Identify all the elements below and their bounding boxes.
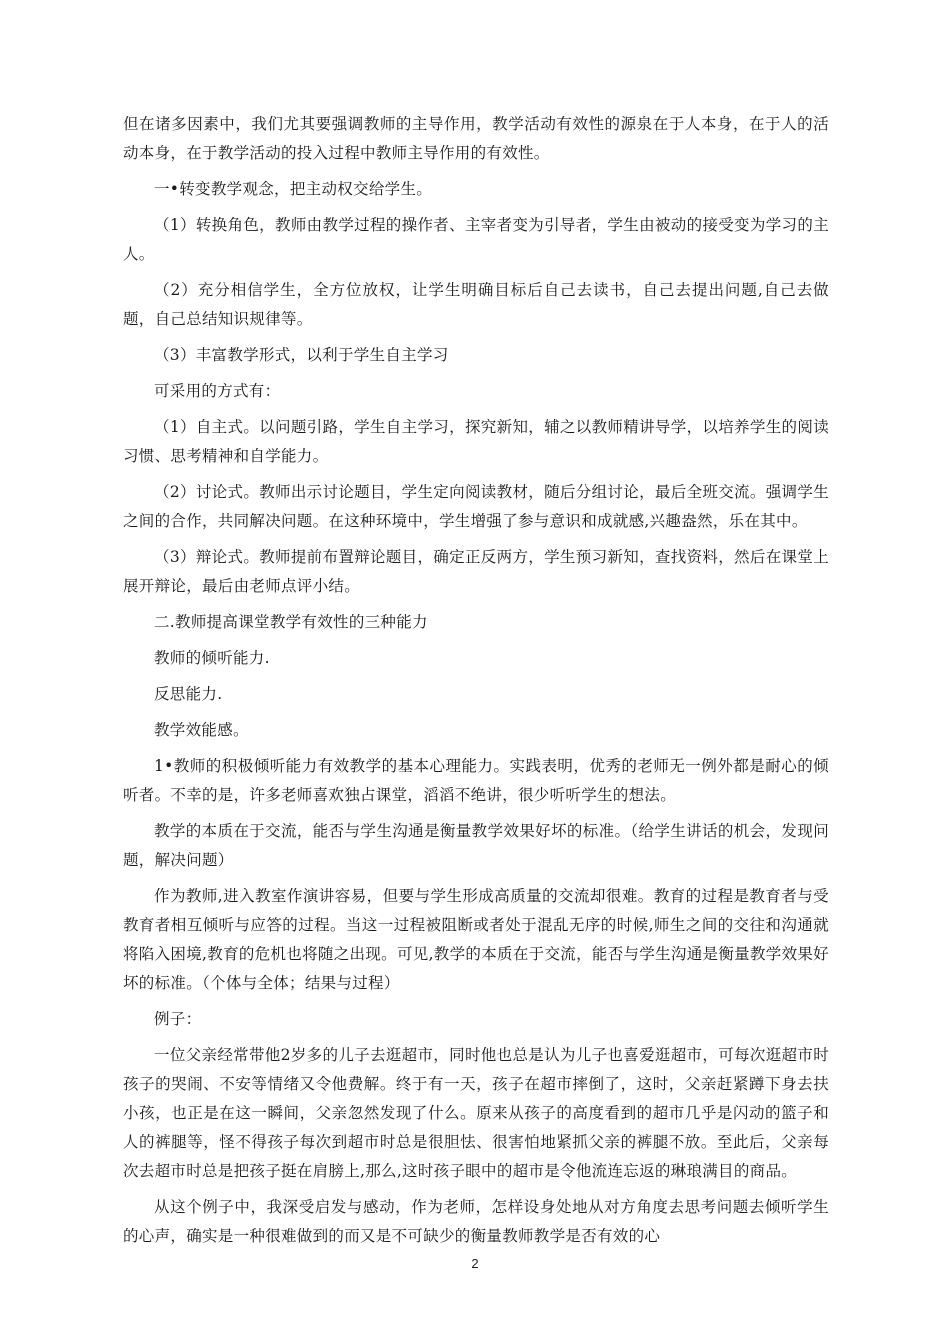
paragraph-example-label: 例子： [154, 1010, 202, 1028]
paragraph-item-2: （2）充分相信学生，全方位放权，让学生明确目标后自己去读书，自己去提出问题,自己去做题，自己总结知识规律等。 [123, 281, 829, 328]
paragraph-method-1: （1）自主式。以问题引路，学生自主学习，探究新知，辅之以教师精讲导学，以培养学生的阅读习惯、思考精神和自学能力。 [123, 418, 829, 465]
paragraph-item-3: （3）丰富教学形式，以利于学生自主学习 [154, 346, 449, 364]
list-item-efficacy: 教学效能感。 [154, 721, 249, 739]
paragraph-teaching-essence: 教学的本质在于交流，能否与学生沟通是衡量教学效果好坏的标准。（给学生讲话的机会，发现问题，解决问题） [123, 822, 829, 869]
paragraph-methods-intro: 可采用的方式有： [154, 382, 281, 400]
heading-section-one: 一•转变教学观念，把主动权交给学生。 [154, 180, 433, 198]
document-body [123, 110, 829, 1258]
page-number: 2 [471, 1256, 479, 1271]
paragraph-method-2: （2）讨论式。教师出示讨论题目，学生定向阅读教材，随后分组讨论，最后全班交流。强调学生之间的合作，共同解决问题。在这种环境中，学生增强了参与意识和成就感,兴趣盎然，乐在其中。 [123, 483, 829, 530]
heading-section-two: 二.教师提高课堂教学有效性的三种能力 [154, 613, 428, 631]
paragraph-listening-ability: 1•教师的积极倾听能力有效教学的基本心理能力。实践表明，优秀的老师无一例外都是耐心的倾听者。不幸的是，许多老师喜欢独占课堂，滔滔不绝讲，很少听听学生的想法。 [123, 757, 829, 804]
paragraph-item-1: （1）转换角色，教师由教学过程的操作者、主宰者变为引导者，学生由被动的接受变为学习的主人。 [123, 216, 829, 263]
paragraph-method-3: （3）辩论式。教师提前布置辩论题目，确定正反两方，学生预习新知，查找资料，然后在课堂上展开辩论，最后由老师点评小结。 [123, 548, 829, 595]
paragraph-example-story: 一位父亲经常带他2岁多的儿子去逛超市，同时他也总是认为儿子也喜爱逛超市，可每次逛超市时孩子的哭闹、不安等情绪又令他费解。终于有一天，孩子在超市摔倒了，这时，父亲赶紧蹲下身去扶小孩，也正是在这一瞬间，父亲忽然发现了什么。原来从孩子的高度看到的超市几乎是闪动的篮子和人的裤腿等，怪不得孩子每次到超市时总是很胆怯、很害怕地紧抓父亲的裤腿不放。至此后，父亲每次去超市时总是把孩子挺在肩膀上,那么,这时孩子眼中的超市是令他流连忘返的琳琅满目的商品。 [123, 1046, 829, 1180]
paragraph-teacher-role: 作为教师,进入教室作演讲容易，但要与学生形成高质量的交流却很难。教育的过程是教育者与受教育者相互倾听与应答的过程。当这一过程被阻断或者处于混乱无序的时候,师生之间的交往和沟通就将陷入困境,教育的危机也将随之出现。可见,教学的本质在于交流，能否与学生沟通是衡量教学效果好坏的标准。（个体与全体；结果与过程） [123, 887, 829, 992]
list-item-reflection: 反思能力. [154, 685, 223, 703]
paragraph-reflection: 从这个例子中，我深受启发与感动，作为老师，怎样设身处地从对方角度去思考问题去倾听学生的心声，确实是一种很难做到的而又是不可缺少的衡量教师教学是否有效的心 [123, 1198, 829, 1245]
paragraph-intro: 但在诸多因素中，我们尤其要强调教师的主导作用，教学活动有效性的源泉在于人本身，在于人的活动本身，在于教学活动的投入过程中教师主导作用的有效性。 [123, 115, 829, 162]
list-item-listening: 教师的倾听能力. [154, 649, 270, 667]
